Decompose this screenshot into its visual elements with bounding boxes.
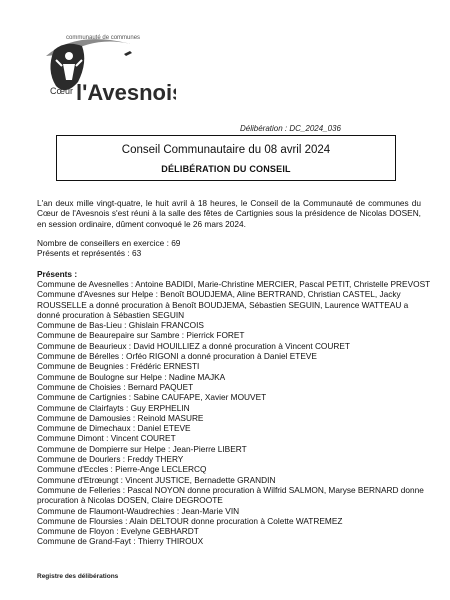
page-subtitle: DÉLIBÉRATION DU CONSEIL bbox=[161, 164, 291, 174]
logo-small-text: Cœur bbox=[50, 86, 73, 96]
list-item: Commune de Clairfayts : Guy ERPHELIN bbox=[37, 402, 190, 413]
presents-list bbox=[37, 279, 433, 547]
list-item: Commune de Cartignies : Sabine CAUFAPE, Xavier MOUVET bbox=[37, 392, 267, 403]
list-item: Commune de Grand-Fayt : Thierry THIROUX bbox=[37, 536, 204, 547]
attendance-stats bbox=[37, 238, 180, 259]
list-item: Commune de Beaurieux : David HOUILLIEZ a donné procuration à Vincent COURET bbox=[37, 340, 350, 351]
list-item: Commune de Floursies : Alain DELTOUR donne procuration à Colette WATREMEZ bbox=[37, 515, 343, 526]
footer-text: Registre des délibérations bbox=[37, 573, 119, 580]
title-box bbox=[56, 135, 396, 181]
list-item: Commune de Boulogne sur Helpe : Nadine MAJKA bbox=[37, 371, 226, 382]
list-item: Commune d'Avesnes sur Helpe : Benoît BOUDJEMA, Aline BERTRAND, Christian CASTEL, Jacky ROUSSELLE a donné procuration à Benoît BOUDJEMA, Sébastien SEGUIN, Laurence WATTEAU a donné procuration à Sébastien SEGUIN bbox=[37, 289, 409, 320]
list-item: Commune de Bas-Lieu : Ghislain FRANCOIS bbox=[37, 320, 204, 331]
page-title: Conseil Communautaire du 08 avril 2024 bbox=[121, 144, 331, 156]
list-item: Commune de Dimechaux : Daniel ETEVE bbox=[37, 423, 191, 434]
list-item: Commune de Avesnelles : Antoine BADIDI, Marie-Christine MERCIER, Pascal PETIT, Christelle PREVOST bbox=[37, 279, 431, 289]
logo-top-text: communauté de communes bbox=[66, 35, 141, 41]
list-item: Commune de Dompierre sur Helpe : Jean-Pierre LIBERT bbox=[37, 443, 247, 454]
list-item: Commune de Flaumont-Waudrechies : Jean-Marie VIN bbox=[37, 505, 240, 516]
deliberation-reference: Délibération : DC_2024_036 bbox=[240, 124, 341, 133]
list-item: Commune de Dourlers : Freddy THERY bbox=[37, 454, 184, 465]
list-item: Commune de Beaurepaire sur Sambre : Pierrick FORET bbox=[37, 330, 245, 341]
logo-main-text: l'Avesnois bbox=[76, 80, 176, 105]
list-item: Commune de Bérelles : Orféo RIGONI a donné procuration à Daniel ETEVE bbox=[37, 351, 317, 362]
logo-graphic bbox=[36, 26, 176, 112]
list-item: Commune d'Etrœungt : Vincent JUSTICE, Bernadette GRANDIN bbox=[37, 474, 276, 485]
list-item: Commune de Beugnies : Frédéric ERNESTI bbox=[37, 361, 200, 372]
list-item: Commune de Felleries : Pascal NOYON donne procuration à Wilfrid SALMON, Maryse BERNARD donne procuration à Nicolas DOSEN, Claire DEGROOTE bbox=[37, 484, 424, 506]
intro-paragraph: L'an deux mille vingt-quatre, le huit avril à 18 heures, le Conseil de la Communauté de communes du Cœur de l'Avesnois s'est réuni à la salle des fêtes de Cartignies sous la présidence de Nicolas DOSEN, en session ordinaire, dûment convoqué le 26 mars 2024. bbox=[37, 198, 421, 229]
list-item: Commune Dimont : Vincent COURET bbox=[37, 433, 176, 444]
list-item: Commune de Damousies : Reinold MASURE bbox=[37, 412, 204, 423]
presents-heading: Présents : bbox=[37, 269, 78, 279]
organization-logo bbox=[36, 26, 176, 112]
list-item: Commune de Floyon : Evelyne GEBHARDT bbox=[37, 526, 199, 537]
members-in-office: Nombre de conseillers en exercice : 69 bbox=[37, 238, 181, 248]
list-item: Commune d'Eccles : Pierre-Ange LECLERCQ bbox=[37, 464, 207, 475]
list-item: Commune de Choisies : Bernard PAQUET bbox=[37, 381, 194, 392]
members-present: Présents et représentés : 63 bbox=[37, 248, 142, 259]
